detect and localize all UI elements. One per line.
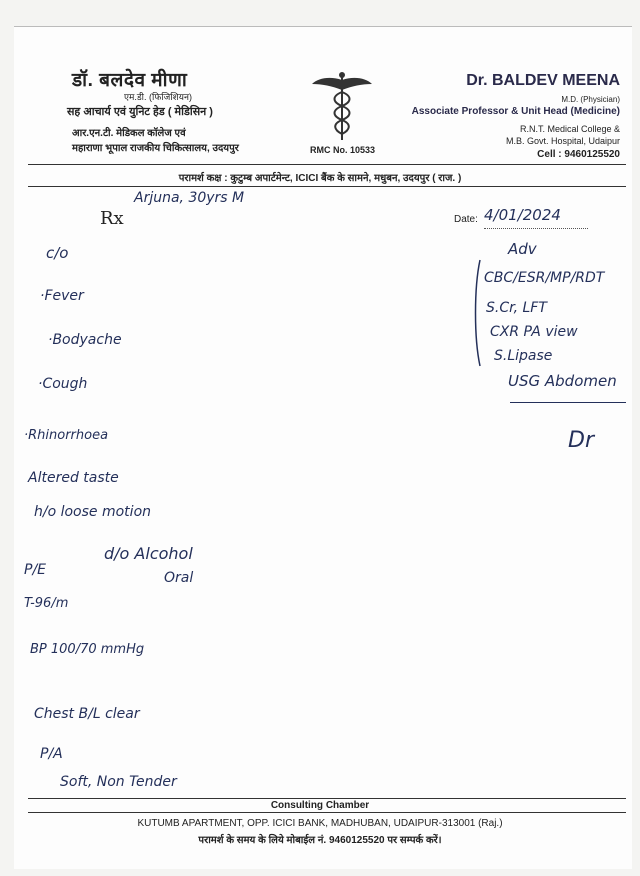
- header-divider: [28, 164, 626, 165]
- header-divider-bottom: [28, 186, 626, 187]
- degree-hindi: एम.डी. (फिजिशियन): [124, 92, 192, 102]
- caduceus-icon: [310, 70, 374, 142]
- exam-item: P/E: [24, 562, 47, 578]
- advice-item: CXR PA view: [490, 324, 578, 340]
- exam-item: T-96/m: [24, 596, 69, 611]
- footer-title: Consulting Chamber: [270, 800, 370, 811]
- complaint-item: h/o loose motion: [34, 504, 152, 520]
- rmc-number: RMC No. 10533: [310, 145, 376, 155]
- advice-bracket: [470, 258, 484, 368]
- rx-symbol: Rx: [100, 208, 124, 229]
- exam-item: Soft, Non Tender: [60, 774, 177, 790]
- advice-item: S.Lipase: [494, 348, 553, 364]
- doctor-name-english: Dr. BALDEV MEENA: [466, 72, 620, 89]
- handwritten-date: 4/01/2024: [484, 206, 561, 224]
- exam-item: BP 100/70 mmHg: [30, 642, 145, 657]
- date-line: [484, 228, 588, 229]
- complaint-item: Altered taste: [28, 470, 119, 486]
- date-label: Date:: [454, 214, 478, 225]
- chamber-address-hindi: परामर्श कक्ष : कुटुम्ब अपार्टमेन्ट, ICICI बैंक के सामने, मधुबन, उदयपुर ( राज. ): [178, 173, 462, 184]
- footer-contact-hindi: परामर्श के समय के लिये मोबाईल नं. 9460125520 पर सम्पर्क करें।: [198, 835, 442, 846]
- complaint-heading: c/o: [46, 244, 69, 262]
- college-hindi: आर.एन.टी. मेडिकल कॉलेज एवं: [72, 128, 186, 139]
- college-english: R.N.T. Medical College &: [519, 124, 620, 134]
- complaint-item: ·Fever: [40, 288, 84, 304]
- advice-underline: [510, 402, 626, 403]
- complaint-item: ·Cough: [38, 376, 88, 392]
- history-item: d/o Alcohol: [104, 544, 193, 563]
- footer-address: KUTUMB APARTMENT, OPP. ICICI BANK, MADHUBAN, UDAIPUR-313001 (Raj.): [137, 818, 503, 829]
- signature: Dr: [568, 428, 594, 453]
- cell-number: Cell : 9460125520: [537, 149, 620, 160]
- doctor-name-hindi: डॉ. बलदेव मीणा: [72, 70, 188, 91]
- exam-item: P/A: [40, 746, 63, 762]
- advice-heading: Adv: [508, 240, 537, 258]
- advice-item: USG Abdomen: [508, 372, 617, 390]
- complaint-item: ·Bodyache: [48, 332, 122, 348]
- history-item: Oral: [164, 570, 194, 586]
- hospital-english: M.B. Govt. Hospital, Udaipur: [505, 136, 620, 146]
- footer-divider-2: [28, 812, 626, 813]
- role-english: Associate Professor & Unit Head (Medicine): [411, 106, 620, 117]
- exam-item: Chest B/L clear: [34, 706, 140, 722]
- advice-item: S.Cr, LFT: [486, 300, 547, 316]
- hospital-hindi: महाराणा भूपाल राजकीय चिकित्सालय, उदयपुर: [72, 143, 239, 154]
- degree-english: M.D. (Physician): [561, 95, 620, 104]
- advice-item: CBC/ESR/MP/RDT: [484, 270, 605, 286]
- patient-info: Arjuna, 30yrs M: [134, 190, 245, 206]
- footer-divider: [28, 798, 626, 799]
- role-hindi: सह आचार्य एवं युनिट हेड ( मेडिसिन ): [67, 106, 213, 118]
- complaint-item: ·Rhinorrhoea: [24, 428, 109, 443]
